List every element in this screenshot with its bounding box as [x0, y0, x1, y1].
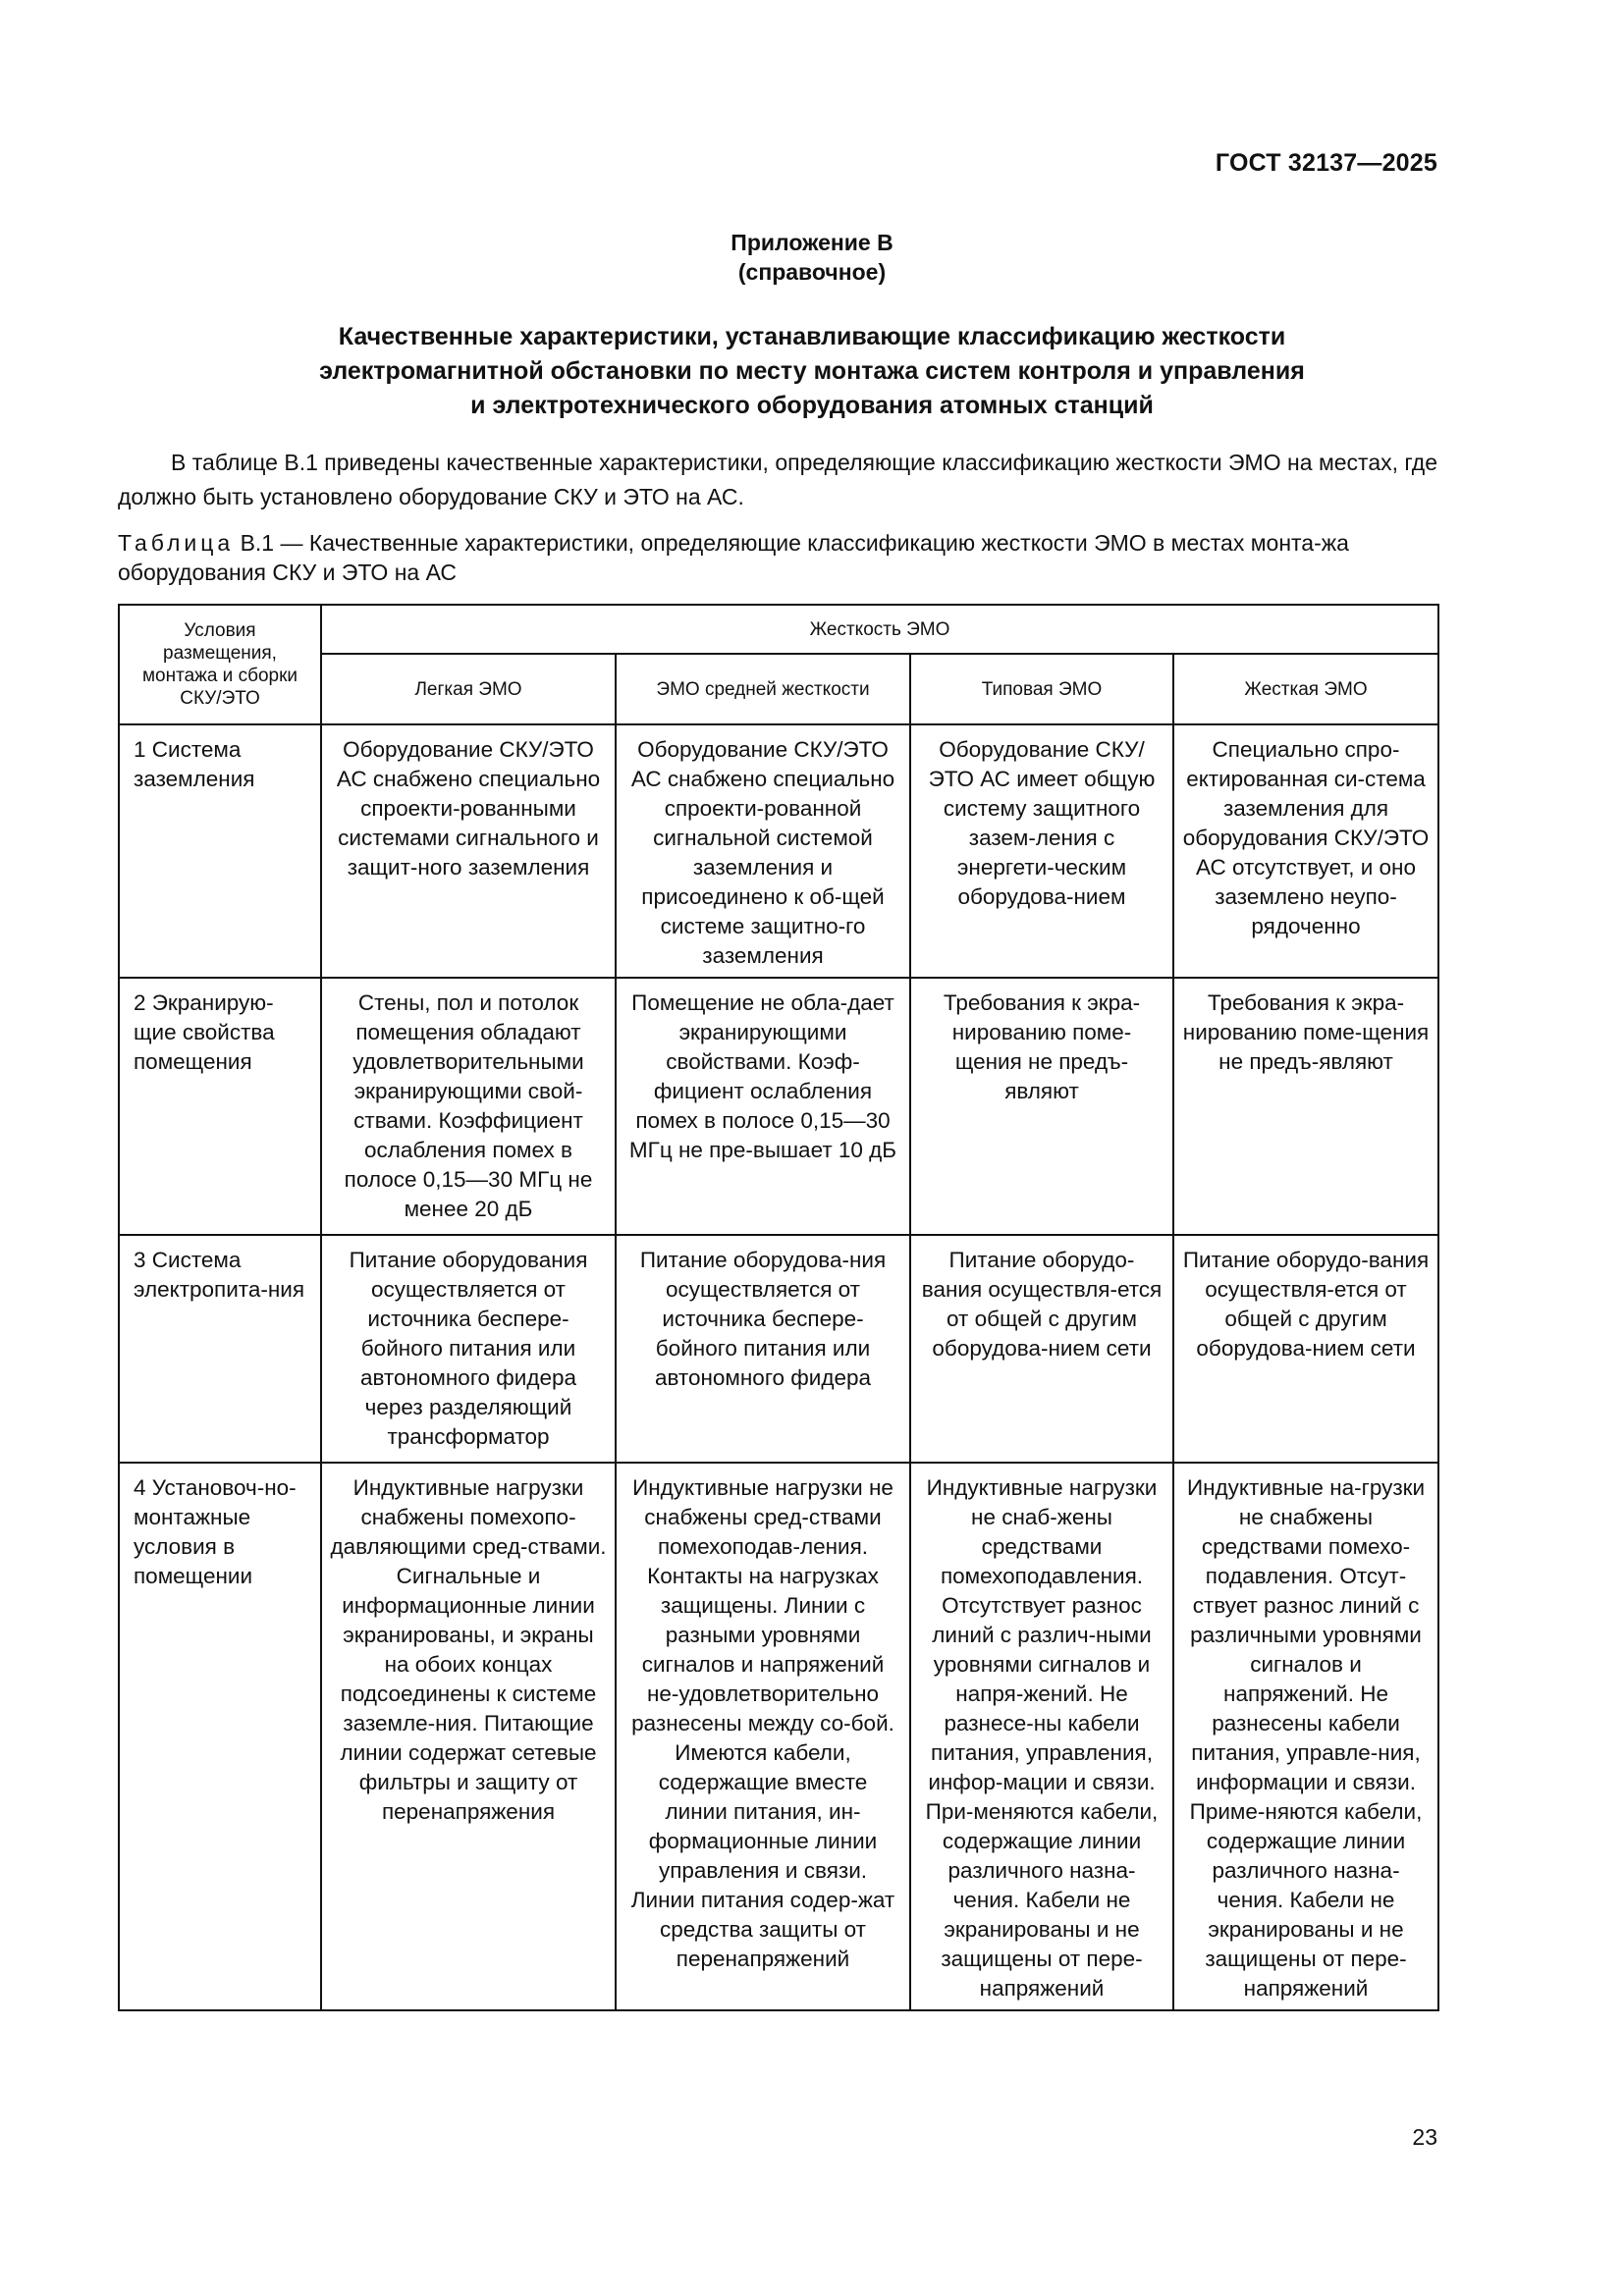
- table-row: [119, 724, 1438, 978]
- appendix-block: [0, 228, 1624, 287]
- header-col-severe: Жесткая ЭМО: [1173, 654, 1438, 724]
- table-cell: Специально спро-ектированная си-стема заземления для оборудования СКУ/ЭТО АС отсутствует, и оно заземлено неупо-рядоченно: [1173, 724, 1438, 978]
- table-cell: Питание оборудования осуществляется от источника беспере-бойного питания или автономного фидера через разделяющий трансформатор: [321, 1235, 616, 1463]
- header-conditions: Условия размещения, монтажа и сборки СКУ/ЭТО: [119, 605, 321, 724]
- row-condition: 4 Установоч-но-монтажные условия в помещении: [119, 1463, 321, 2010]
- page-number: 23: [1412, 2124, 1437, 2150]
- table-cell: Питание оборудо-вания осуществля-ется от общей с другим оборудова-нием сети: [1173, 1235, 1438, 1463]
- table-cell: Стены, пол и потолок помещения обладают удовлетворительными экранирующими свой-ствами. Коэффициент ослабления помех в полосе 0,15—30 МГц не менее 20 дБ: [321, 978, 616, 1235]
- table-cell: Питание оборудова-ния осуществляется от источника беспере-бойного питания или автономного фидера: [616, 1235, 910, 1463]
- table-cell: Оборудование СКУ/ЭТО АС снабжено специально спроекти-рованной сигнальной системой заземления и присоединено к об-щей системе защитно-го заземления: [616, 724, 910, 978]
- table-cell: Индуктивные нагрузки не снаб-жены средствами помехоподавления. Отсутствует разнос линий с различ-ными уровнями сигналов и напря-жений. Не разнесе-ны кабели питания, управления, инфор-мации и связи. При-меняются кабели, содержащие линии различного назна-чения. Кабели не экранированы и не защищены от пере-напряжений: [910, 1463, 1173, 2010]
- table-caption-label: Таблица: [118, 530, 235, 556]
- header-col-medium: ЭМО средней жесткости: [616, 654, 910, 724]
- table-cell: Оборудование СКУ/ЭТО АС имеет общую систему защитного зазем-ления с энергети-ческим оборудова-нием: [910, 724, 1173, 978]
- heading-line-2: электромагнитной обстановки по месту монтажа систем контроля и управления: [319, 357, 1305, 385]
- table-cell: Индуктивные на-грузки не снабжены средствами помехо-подавления. Отсут-ствует разнос линий с различными уровнями сигналов и напряжений. Не разнесены кабели питания, управле-ния, информации и связи. Приме-няются кабели, содержащие линии различного назна-чения. Кабели не экранированы и не защищены от пере-напряжений: [1173, 1463, 1438, 2010]
- header-col-light: Легкая ЭМО: [321, 654, 616, 724]
- table-cell: Индуктивные нагрузки не снабжены сред-ствами помехоподав-ления. Контакты на нагрузках защищены. Линии с разными уровнями сигналов и напряжений не-удовлетворительно разнесены между со-бой. Имеются кабели, содержащие вместе линии питания, ин-формационные линии управления и связи. Линии питания содер-жат средства защиты от перенапряжений: [616, 1463, 910, 2010]
- table-cell: Помещение не обла-дает экранирующими свойствами. Коэф-фициент ослабления помех в полосе 0,15—30 МГц не пре-вышает 10 дБ: [616, 978, 910, 1235]
- table-caption-text: В.1 — Качественные характеристики, определяющие классификацию жесткости ЭМО в местах монта-жа оборудования СКУ и ЭТО на АС: [118, 530, 1349, 585]
- standard-code: ГОСТ 32137—2025: [1215, 149, 1437, 177]
- row-condition: 1 Система заземления: [119, 724, 321, 978]
- intro-paragraph: В таблице В.1 приведены качественные характеристики, определяющие классификацию жесткости ЭМО на местах, где должно быть установлено оборудование СКУ и ЭТО на АС.: [118, 450, 1437, 509]
- heading-line-1: Качественные характеристики, устанавливающие классификацию жесткости: [338, 323, 1286, 350]
- row-condition: 3 Система электропита-ния: [119, 1235, 321, 1463]
- appendix-title: Приложение В: [731, 230, 893, 255]
- table-cell: Индуктивные нагрузки снабжены помехопо-давляющими сред-ствами. Сигнальные и информационные линии экранированы, и экраны на обоих концах подсоединены к системе заземле-ния. Питающие линии содержат сетевые фильтры и защиту от перенапряжения: [321, 1463, 616, 2010]
- appendix-subtitle: (справочное): [737, 259, 887, 285]
- table-cell: Питание оборудо-вания осуществля-ется от общей с другим оборудова-нием сети: [910, 1235, 1173, 1463]
- header-col-typical: Типовая ЭМО: [910, 654, 1173, 724]
- row-condition: 2 Экранирую-щие свойства помещения: [119, 978, 321, 1235]
- header-emo-severity: Жесткость ЭМО: [321, 605, 1438, 654]
- table-cell: Требования к экра-нированию поме-щения не предъ-являют: [910, 978, 1173, 1235]
- appendix-heading: [118, 320, 1506, 423]
- heading-line-3: и электротехнического оборудования атомных станций: [470, 392, 1154, 419]
- table-row: [119, 1235, 1438, 1463]
- table-row: [119, 978, 1438, 1235]
- emo-classification-table: [118, 604, 1439, 2011]
- table-row: [119, 1463, 1438, 2010]
- table-cell: Оборудование СКУ/ЭТО АС снабжено специально спроекти-рованными системами сигнального и защит-ного заземления: [321, 724, 616, 978]
- table-caption: [118, 528, 1437, 587]
- table-cell: Требования к экра-нированию поме-щения не предъ-являют: [1173, 978, 1438, 1235]
